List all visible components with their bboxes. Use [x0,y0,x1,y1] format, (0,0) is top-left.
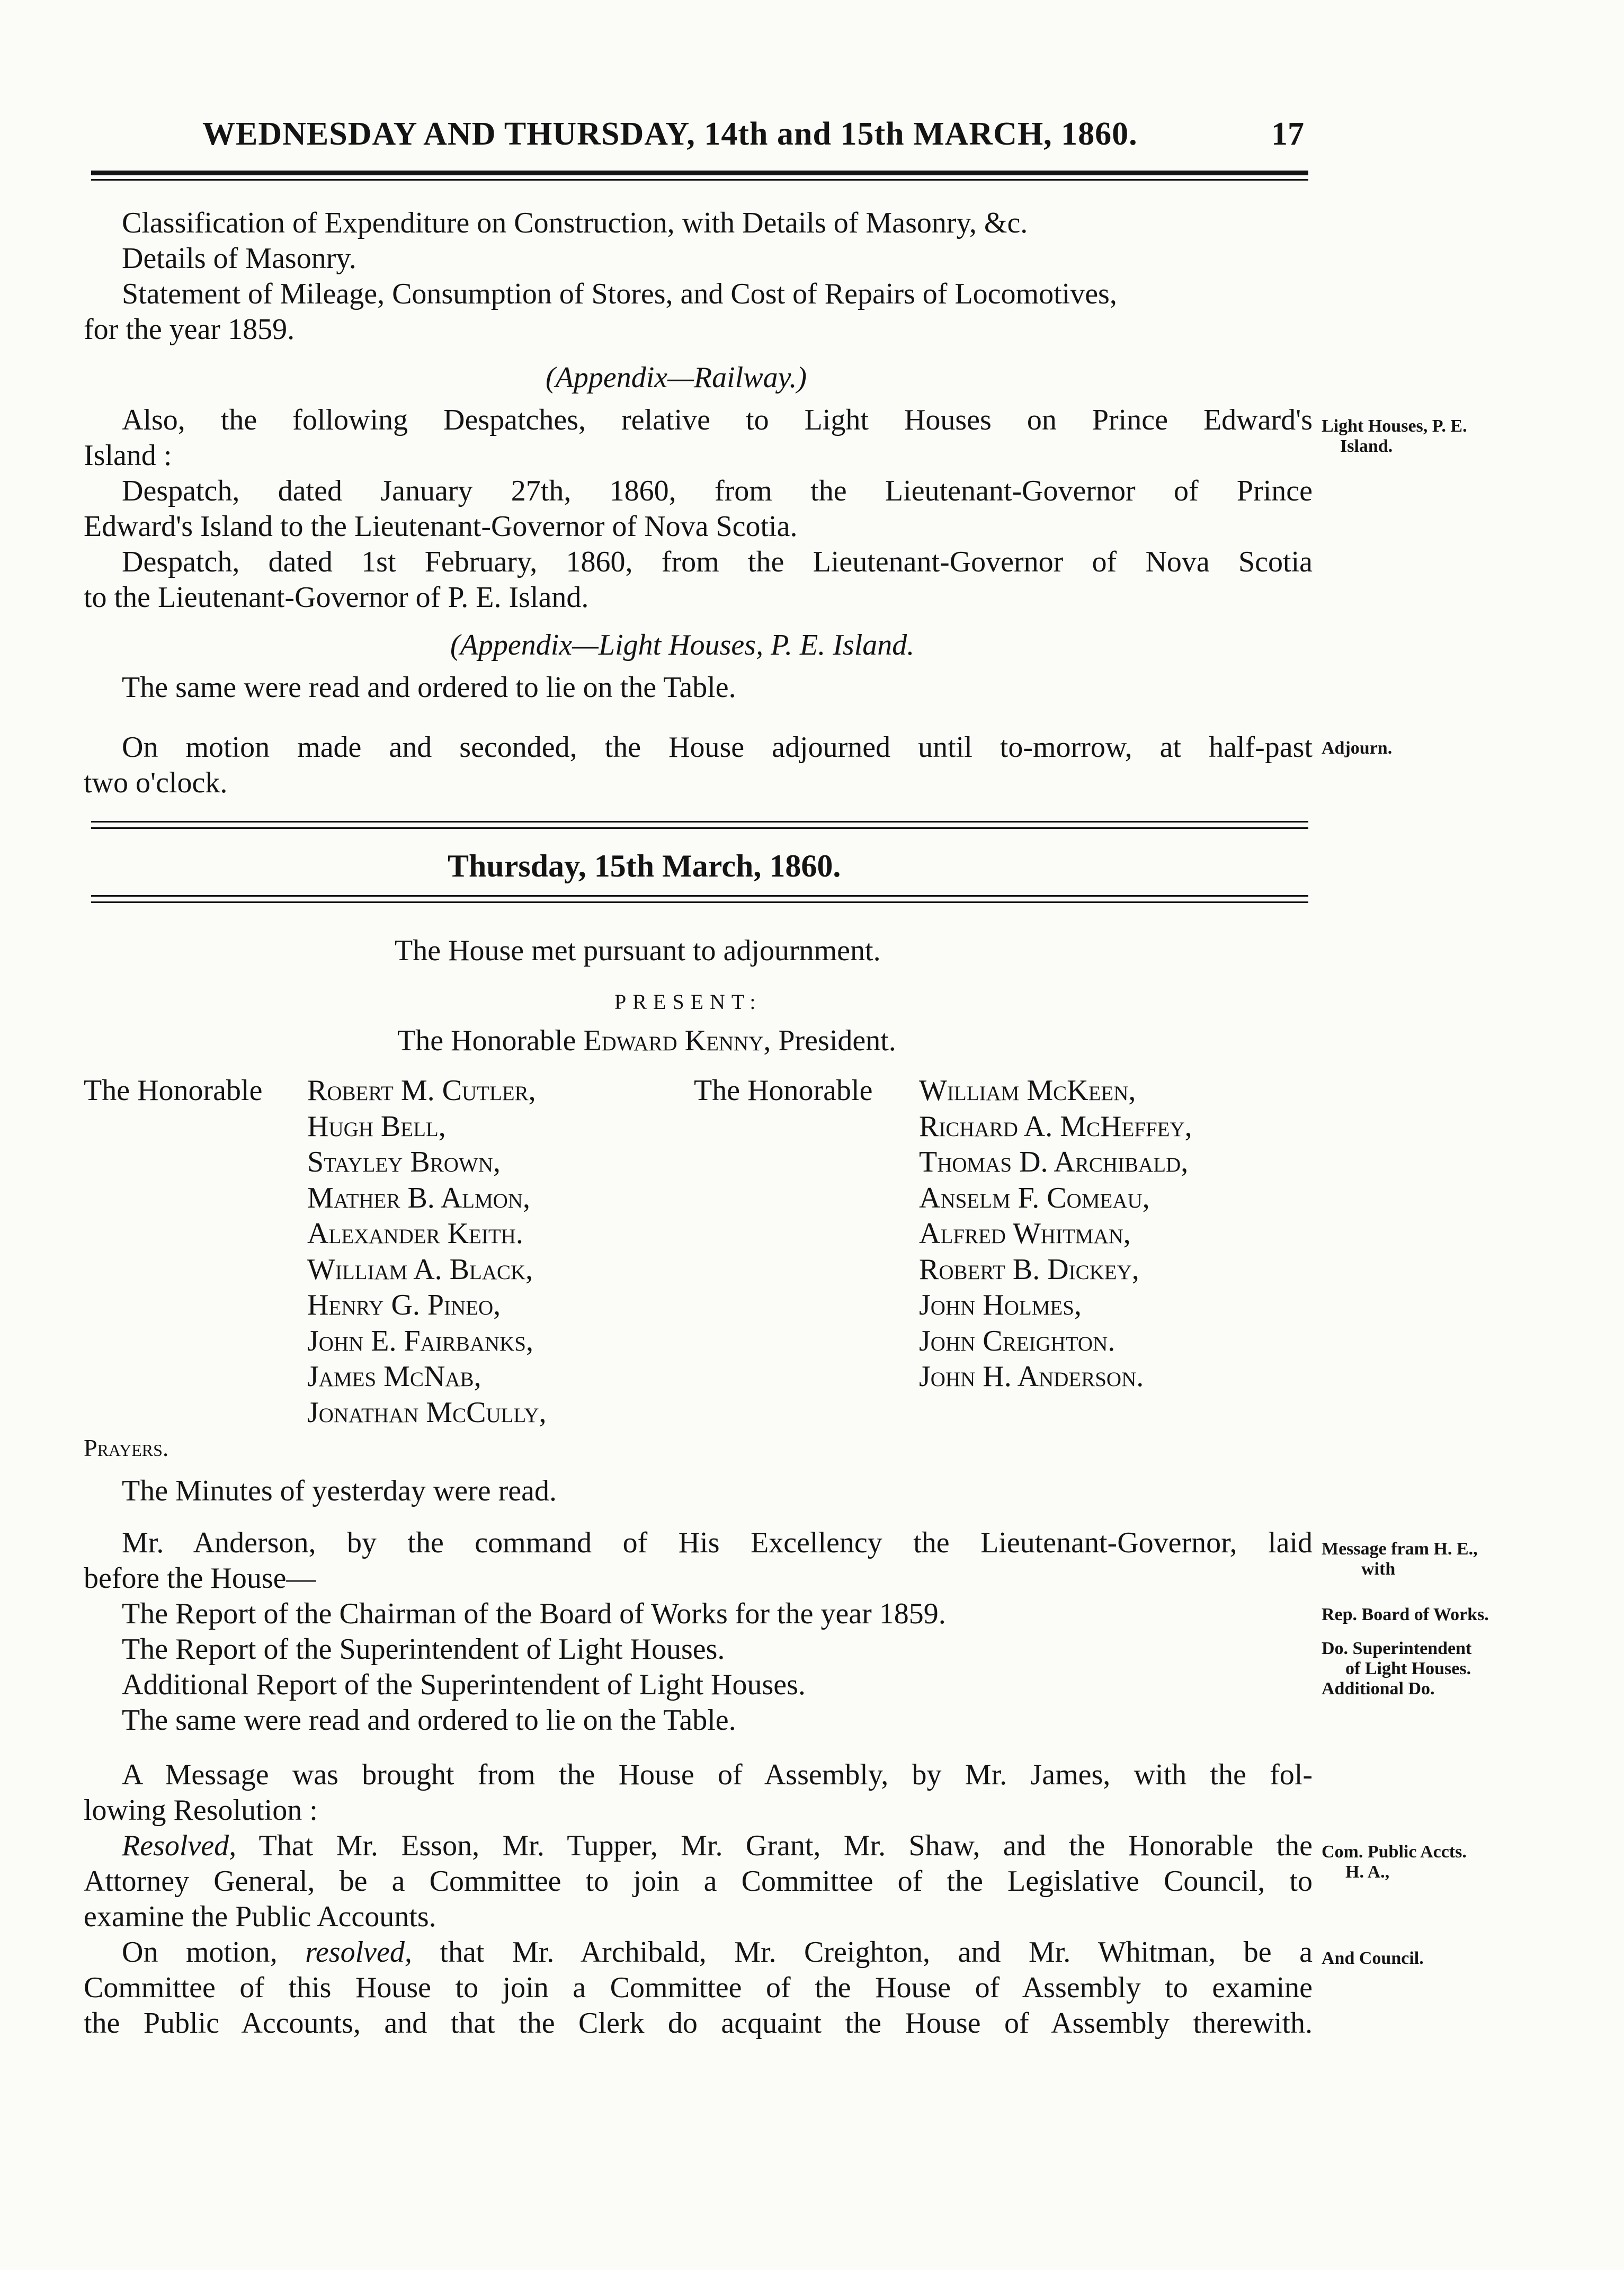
member-right-2: Richard A. McHeffey, [919,1110,1192,1143]
resolution-line-1-text [122,1828,1313,1864]
resolution-line-2-text: Attorney General, be a Committee to join a Committee of the Legislative Council, to [84,1865,1313,1898]
margin-of-light-houses: of Light Houses. [1345,1659,1471,1678]
president-suffix: , President. [763,1024,896,1057]
message-line-1: Mr. Anderson, by the command of His Excellency the Lieutenant-Governor, laid [122,1526,1313,1559]
motion-resolved-word: resolved, [305,1936,412,1969]
list-item-year: for the year 1859. [84,313,295,346]
despatches-intro-line: Also, the following Despatches, relative to Light Houses on Prince Edward's [122,404,1313,436]
despatch-2 [122,544,1313,580]
members-list-right [919,1073,1192,1395]
resolution-line-1-rest: That Mr. Esson, Mr. Tupper, Mr. Grant, Mr. Shaw, and the Honorable the [236,1829,1313,1862]
member-left-3: Stayley Brown, [307,1146,501,1178]
despatches-intro [122,403,1313,438]
message-from-governor [122,1525,1313,1561]
thursday-rule-bottom-1 [91,895,1308,897]
present-label: PRESENT: [614,990,762,1014]
assembly-line-1: A Message was brought from the House of Assembly, by Mr. James, with the fol- [122,1758,1313,1791]
thursday-rule-top-2 [91,827,1308,829]
member-left-2: Hugh Bell, [307,1110,446,1143]
member-right-4: Anselm F. Comeau, [919,1181,1150,1214]
motion-start: On motion, [122,1936,306,1969]
member-left-1: Robert M. Cutler, [307,1074,536,1107]
member-left-6: William A. Black, [307,1253,533,1286]
thursday-heading: Thursday, 15th March, 1860. [448,848,841,883]
margin-and-council: And Council. [1322,1949,1424,1968]
member-right-5: Alfred Whitman, [919,1217,1131,1250]
margin-do-superintendent: Do. Superintendent [1322,1639,1472,1658]
member-left-4: Mather B. Almon, [307,1181,530,1214]
despatch-1-line-1: Despatch, dated January 27th, 1860, from the Lieutenant-Governor of Prince [122,475,1313,507]
margin-light-houses: Light Houses, P. E. [1322,416,1467,436]
margin-com-public-accts: Com. Public Accts. [1322,1842,1467,1862]
member-right-7: John Holmes, [919,1289,1082,1321]
appendix-light-houses: (Appendix—Light Houses, P. E. Island. [450,629,915,662]
reports-read-tabled: The same were read and ordered to lie on the Table. [122,1704,736,1737]
resolution-line-3: examine the Public Accounts. [84,1900,436,1933]
members-list-left [307,1073,547,1431]
adjourn-motion [122,730,1313,765]
member-right-8: John Creighton. [919,1324,1116,1357]
member-left-5: Alexander Keith. [307,1217,523,1250]
header-rule-thin [91,179,1308,181]
house-met: The House met pursuant to adjournment. [395,934,881,967]
list-item-classification: Classification of Expenditure on Construction, with Details of Masonry, &c. [122,207,1028,239]
margin-message-with: with [1361,1559,1396,1579]
despatch-2-line-2: to the Lieutenant-Governor of P. E. Island. [84,581,589,614]
running-head: WEDNESDAY AND THURSDAY, 14th and 15th MARCH, 1860. [202,116,1138,152]
member-left-8: John E. Fairbanks, [307,1324,533,1357]
motion-line-1-text [122,1935,1313,1970]
thursday-rule-bottom-2 [91,901,1308,903]
prayers: Prayers. [84,1434,169,1461]
thursday-rule-top-1 [91,821,1308,823]
header-rule-thick [91,171,1308,175]
margin-light-houses-island: Island. [1340,436,1393,456]
member-left-10: Jonathan McCully, [307,1396,547,1429]
motion-line-1-rest: that Mr. Archibald, Mr. Creighton, and Mr. Whitman, be a [412,1936,1313,1969]
adjourn-line-1: On motion made and seconded, the House adjourned until to-morrow, at half-past [122,731,1313,764]
motion-line-1 [122,1935,1313,1970]
member-right-1: William McKeen, [919,1074,1136,1107]
despatch-1-line-2: Edward's Island to the Lieutenant-Governor of Nova Scotia. [84,510,798,543]
member-right-6: Robert B. Dickey, [919,1253,1139,1286]
report-board-of-works: The Report of the Chairman of the Board of Works for the year 1859. [122,1597,946,1630]
motion-line-3 [84,2006,1313,2041]
president-line [397,1023,896,1059]
assembly-message [122,1757,1313,1793]
members-prefix-left: The Honorable [84,1074,263,1107]
margin-message: Message fram H. E., [1322,1539,1478,1559]
resolved-word: Resolved, [122,1829,237,1862]
list-item-masonry: Details of Masonry. [122,242,356,275]
message-line-2: before the House— [84,1562,316,1595]
margin-com-ha: H. A., [1345,1862,1390,1882]
member-right-3: Thomas D. Archibald, [919,1146,1189,1178]
president-prefix: The Honorable [397,1024,576,1057]
despatch-2-line-1: Despatch, dated 1st February, 1860, from the Lieutenant-Governor of Nova Scotia [122,546,1313,578]
despatch-1 [122,473,1313,509]
member-left-7: Henry G. Pineo, [307,1289,501,1321]
margin-additional: Additional Do. [1322,1679,1435,1699]
motion-line-3-text: the Public Accounts, and that the Clerk do acquaint the House of Assembly therewith. [84,2007,1313,2040]
list-item-mileage: Statement of Mileage, Consumption of Stores, and Cost of Repairs of Locomotives, [122,278,1117,310]
member-left-9: James McNab, [307,1360,481,1393]
resolution-line-2 [84,1864,1313,1899]
page-number: 17 [1271,116,1304,152]
resolution-line-1 [122,1828,1313,1864]
member-right-9: John H. Anderson. [919,1360,1144,1393]
report-additional: Additional Report of the Superintendent of Light Houses. [122,1668,806,1701]
adjourn-line-2: two o'clock. [84,766,228,799]
motion-line-2 [84,1970,1313,2006]
margin-rep-board: Rep. Board of Works. [1322,1605,1489,1624]
read-tabled-1: The same were read and ordered to lie on the Table. [122,671,736,704]
minutes-read: The Minutes of yesterday were read. [122,1474,557,1507]
margin-adjourn: Adjourn. [1322,738,1393,758]
despatches-intro-line-2: Island : [84,439,172,472]
members-prefix-right: The Honorable [694,1074,873,1107]
motion-line-2-text: Committee of this House to join a Committee of the House of Assembly to examine [84,1971,1313,2004]
president-name: Edward Kenny [583,1024,764,1057]
appendix-railway: (Appendix—Railway.) [546,361,807,394]
report-superintendent: The Report of the Superintendent of Light Houses. [122,1633,725,1666]
assembly-line-2: lowing Resolution : [84,1794,318,1827]
